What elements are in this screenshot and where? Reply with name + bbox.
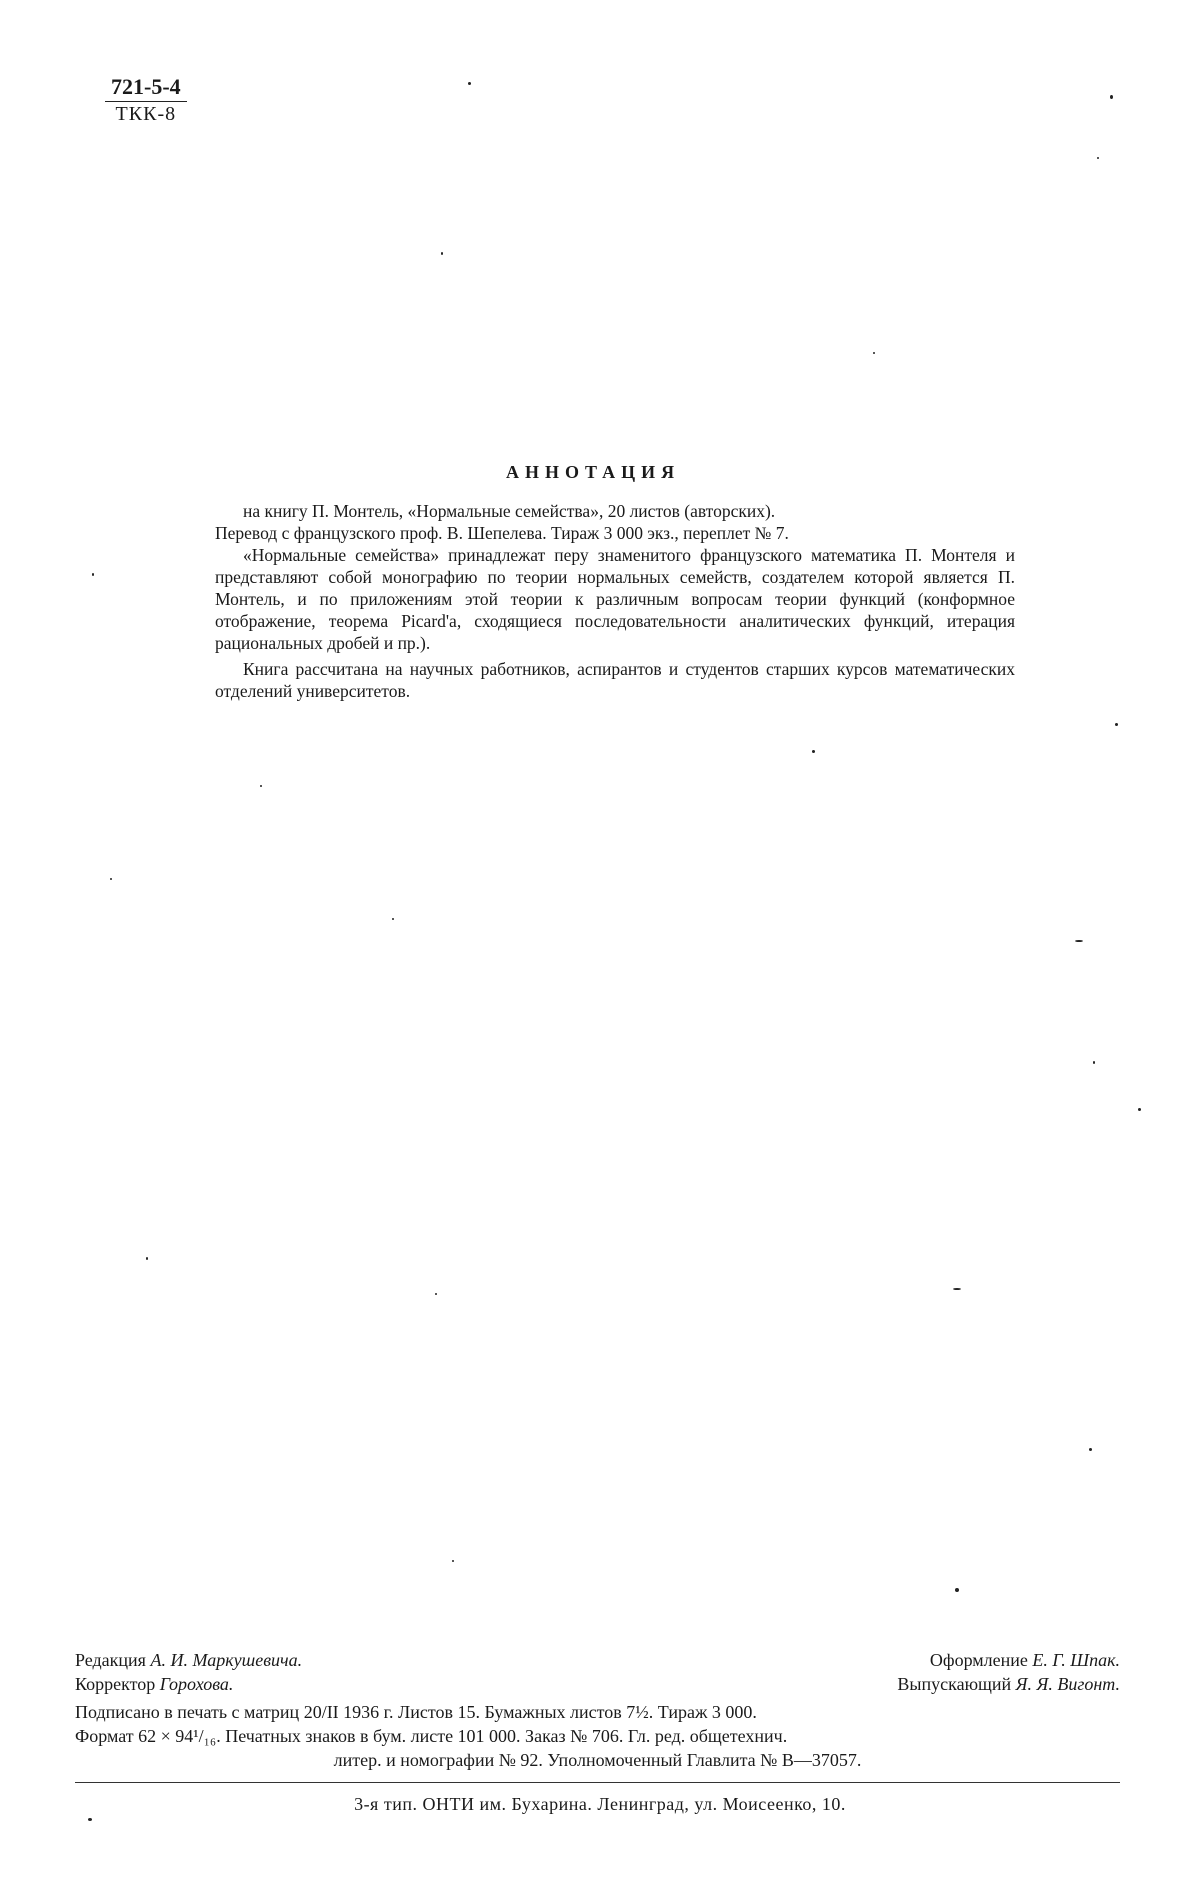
- catalog-code-bottom: ТКК-8: [115, 103, 177, 125]
- imprint-line-3: литер. и номографии № 92. Уполномоченный Главлита № В—37057.: [333, 1750, 862, 1770]
- scan-speck: [812, 750, 815, 753]
- editor-name: А. И. Маркушевича.: [150, 1650, 303, 1670]
- issuer-name: Я. Я. Вигонт.: [1015, 1674, 1120, 1694]
- imprint-line-2: Формат 62 × 94¹/₁₆. Печатных знаков в бум. листе 101 000. Заказ № 706. Гл. ред. общетехнич.: [75, 1726, 788, 1746]
- catalog-code: [105, 74, 187, 126]
- corrector-name: Горохова.: [159, 1674, 234, 1694]
- scan-speck: [260, 785, 262, 787]
- scan-speck: [1089, 1448, 1092, 1451]
- scan-speck: [1110, 95, 1113, 99]
- divider-rule: [75, 1782, 1120, 1783]
- design-credit: [930, 1648, 1120, 1672]
- scan-speck: [955, 1588, 959, 1592]
- scan-speck: [1093, 1061, 1095, 1064]
- scan-speck: [92, 573, 94, 576]
- design-label: Оформление: [929, 1650, 1028, 1670]
- corrector-credit: [75, 1672, 233, 1696]
- imprint-line-1: Подписано в печать с матриц 20/II 1936 г. Листов 15. Бумажных листов 7½. Тираж 3 000.: [75, 1702, 757, 1722]
- annotation-title: АННОТАЦИЯ: [506, 462, 681, 482]
- issuer-label: Выпускающий: [897, 1674, 1012, 1694]
- scan-speck: [1115, 723, 1118, 726]
- scan-speck: [146, 1257, 148, 1260]
- catalog-code-top: 721-5-4: [105, 74, 187, 102]
- scan-speck: [110, 878, 112, 880]
- scan-speck: [1138, 1108, 1141, 1111]
- corrector-label: Корректор: [75, 1674, 156, 1694]
- annotation-paragraph-2: «Нормальные семейства» принадлежат перу знаменитого французского математика П. Монтеля и представляют собой монографию по теории нормальных семейств, создателем которой является П. Монтель, и по приложениям этой теории к различным вопросам теории функций (конформное отображение, теорема Picard'а, сходящиеся последовательности аналитических функций, итерация рациональных дробей и пр.).: [215, 545, 1015, 653]
- scan-speck: [873, 352, 875, 354]
- editor-credit: [75, 1648, 302, 1672]
- printer-line: 3-я тип. ОНТИ им. Бухарина. Ленинград, ул. Моисеенко, 10.: [354, 1794, 846, 1814]
- scan-speck: [1097, 157, 1099, 159]
- scan-speck: [1075, 940, 1083, 942]
- credits-row-1: [75, 1648, 1120, 1672]
- scan-speck: [88, 1818, 92, 1821]
- scan-speck: [953, 1288, 961, 1290]
- annotation-paragraph-3: Книга рассчитана на научных работников, аспирантов и студентов старших курсов математических отделений университетов.: [215, 659, 1015, 701]
- annotation-body: [215, 500, 1015, 702]
- scan-speck: [441, 252, 443, 255]
- scan-speck: [392, 918, 394, 920]
- annotation-line-2: Перевод с французского проф. В. Шепелева. Тираж 3 000 экз., переплет № 7.: [215, 523, 789, 543]
- credits-row-2: [75, 1672, 1120, 1696]
- scan-speck: [468, 82, 471, 85]
- issuer-credit: [897, 1672, 1120, 1696]
- credits: [75, 1648, 1120, 1696]
- design-name: Е. Г. Шпак.: [1032, 1650, 1120, 1670]
- editor-label: Редакция: [75, 1650, 146, 1670]
- scan-speck: [452, 1560, 454, 1562]
- scan-speck: [435, 1293, 437, 1295]
- imprint: [75, 1700, 1120, 1772]
- annotation-line-1: на книгу П. Монтель, «Нормальные семейства», 20 листов (авторских).: [243, 501, 776, 521]
